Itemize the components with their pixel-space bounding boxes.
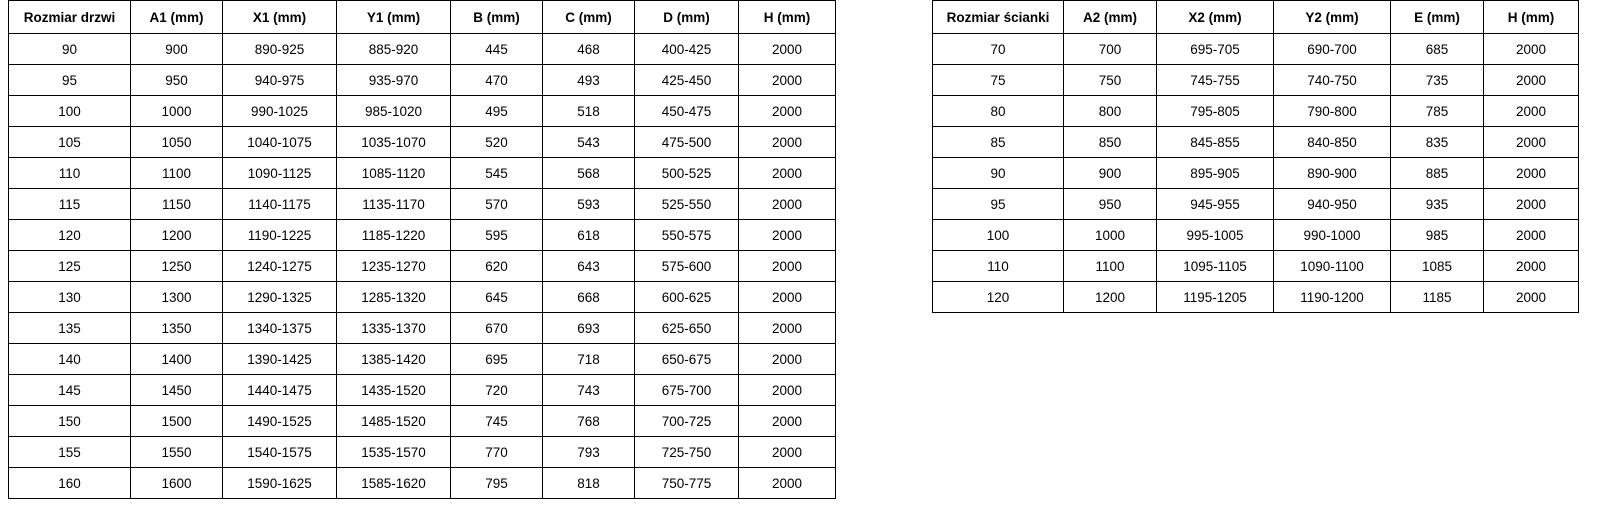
doors-table-cell: 520 (451, 127, 543, 158)
walls-table-cell: 1100 (1064, 251, 1157, 282)
doors-table-cell: 1500 (131, 406, 223, 437)
table-row (9, 220, 836, 251)
doors-table-cell: 2000 (739, 375, 836, 406)
walls-table-cell: 95 (933, 189, 1064, 220)
walls-table-cell: 75 (933, 65, 1064, 96)
walls-table-cell: 90 (933, 158, 1064, 189)
table-row (933, 65, 1579, 96)
doors-table-cell: 575-600 (635, 251, 739, 282)
doors-table-cell: 95 (9, 65, 131, 96)
doors-table-cell: 145 (9, 375, 131, 406)
walls-table-cell: 885 (1391, 158, 1484, 189)
walls-table-body (933, 34, 1579, 313)
walls-table-cell: 2000 (1484, 65, 1579, 96)
doors-table-column-header: X1 (mm) (223, 1, 337, 34)
doors-table-cell: 1035-1070 (337, 127, 451, 158)
doors-table-cell: 1250 (131, 251, 223, 282)
walls-table-cell: 850 (1064, 127, 1157, 158)
doors-table-cell: 1085-1120 (337, 158, 451, 189)
table-row (9, 375, 836, 406)
doors-table-cell: 543 (543, 127, 635, 158)
doors-table-cell: 2000 (739, 251, 836, 282)
doors-table-cell: 1385-1420 (337, 344, 451, 375)
walls-table-cell: 1195-1205 (1157, 282, 1274, 313)
doors-table-cell: 1135-1170 (337, 189, 451, 220)
walls-table-cell: 740-750 (1274, 65, 1391, 96)
walls-table-cell: 110 (933, 251, 1064, 282)
doors-table-cell: 1140-1175 (223, 189, 337, 220)
walls-table-cell: 2000 (1484, 189, 1579, 220)
doors-table-cell: 130 (9, 282, 131, 313)
table-header-row (933, 1, 1579, 34)
doors-table-cell: 2000 (739, 220, 836, 251)
doors-table-cell: 818 (543, 468, 635, 499)
doors-table-cell: 700-725 (635, 406, 739, 437)
doors-table-cell: 2000 (739, 468, 836, 499)
doors-table-cell: 935-970 (337, 65, 451, 96)
table-row (9, 251, 836, 282)
doors-table-cell: 155 (9, 437, 131, 468)
doors-table-cell: 745 (451, 406, 543, 437)
doors-table-cell: 470 (451, 65, 543, 96)
doors-table-cell: 400-425 (635, 34, 739, 65)
table-row (933, 189, 1579, 220)
doors-table-cell: 100 (9, 96, 131, 127)
doors-table-cell: 475-500 (635, 127, 739, 158)
doors-table-cell: 115 (9, 189, 131, 220)
walls-table-cell: 690-700 (1274, 34, 1391, 65)
walls-table-cell: 735 (1391, 65, 1484, 96)
walls-table-cell: 2000 (1484, 96, 1579, 127)
walls-table-cell: 2000 (1484, 127, 1579, 158)
doors-table-cell: 2000 (739, 437, 836, 468)
doors-table-cell: 1000 (131, 96, 223, 127)
walls-table-cell: 2000 (1484, 158, 1579, 189)
doors-table-cell: 1350 (131, 313, 223, 344)
doors-table-cell: 890-925 (223, 34, 337, 65)
walls-table-cell: 2000 (1484, 220, 1579, 251)
doors-table-cell: 625-650 (635, 313, 739, 344)
walls-dimensions-table-container (932, 0, 1579, 313)
doors-table-cell: 500-525 (635, 158, 739, 189)
walls-table-cell: 795-805 (1157, 96, 1274, 127)
doors-table-cell: 770 (451, 437, 543, 468)
doors-table-cell: 1435-1520 (337, 375, 451, 406)
doors-table-cell: 110 (9, 158, 131, 189)
doors-table-cell: 2000 (739, 127, 836, 158)
doors-table-cell: 160 (9, 468, 131, 499)
walls-table-cell: 800 (1064, 96, 1157, 127)
table-row (9, 344, 836, 375)
walls-table-column-header: A2 (mm) (1064, 1, 1157, 34)
walls-table-cell: 945-955 (1157, 189, 1274, 220)
doors-table-cell: 1100 (131, 158, 223, 189)
doors-table-cell: 1150 (131, 189, 223, 220)
doors-table-cell: 985-1020 (337, 96, 451, 127)
doors-table-cell: 668 (543, 282, 635, 313)
walls-table-column-header: Rozmiar ścianki (933, 1, 1064, 34)
table-row (9, 34, 836, 65)
walls-table-cell: 845-855 (1157, 127, 1274, 158)
doors-table-column-header: Y1 (mm) (337, 1, 451, 34)
walls-table-cell: 1085 (1391, 251, 1484, 282)
doors-table-cell: 1335-1370 (337, 313, 451, 344)
doors-table-cell: 2000 (739, 344, 836, 375)
table-row (933, 220, 1579, 251)
doors-table-column-header: D (mm) (635, 1, 739, 34)
walls-table-cell: 80 (933, 96, 1064, 127)
walls-table-cell: 835 (1391, 127, 1484, 158)
doors-table-cell: 2000 (739, 158, 836, 189)
doors-table-cell: 105 (9, 127, 131, 158)
doors-table-cell: 2000 (739, 189, 836, 220)
doors-table-cell: 570 (451, 189, 543, 220)
doors-dimensions-table (8, 0, 836, 499)
walls-table-column-header: X2 (mm) (1157, 1, 1274, 34)
table-row (933, 282, 1579, 313)
doors-table-cell: 718 (543, 344, 635, 375)
doors-table-cell: 600-625 (635, 282, 739, 313)
table-row (9, 65, 836, 96)
doors-table-cell: 2000 (739, 313, 836, 344)
doors-table-cell: 645 (451, 282, 543, 313)
doors-table-cell: 90 (9, 34, 131, 65)
table-row (9, 468, 836, 499)
doors-table-cell: 445 (451, 34, 543, 65)
doors-table-column-header: A1 (mm) (131, 1, 223, 34)
table-row (933, 251, 1579, 282)
walls-table-cell: 1090-1100 (1274, 251, 1391, 282)
doors-dimensions-table-container (8, 0, 836, 499)
table-row (9, 96, 836, 127)
doors-table-cell: 725-750 (635, 437, 739, 468)
doors-table-cell: 125 (9, 251, 131, 282)
doors-table-cell: 1600 (131, 468, 223, 499)
table-row (9, 282, 836, 313)
doors-table-cell: 1200 (131, 220, 223, 251)
doors-table-cell: 950 (131, 65, 223, 96)
walls-table-cell: 70 (933, 34, 1064, 65)
doors-table-body (9, 34, 836, 499)
doors-table-cell: 720 (451, 375, 543, 406)
walls-table-cell: 995-1005 (1157, 220, 1274, 251)
doors-table-cell: 693 (543, 313, 635, 344)
walls-table-cell: 120 (933, 282, 1064, 313)
doors-table-cell: 2000 (739, 34, 836, 65)
doors-table-cell: 750-775 (635, 468, 739, 499)
doors-table-cell: 2000 (739, 282, 836, 313)
doors-table-cell: 1535-1570 (337, 437, 451, 468)
doors-table-cell: 1090-1125 (223, 158, 337, 189)
doors-table-cell: 150 (9, 406, 131, 437)
doors-table-cell: 2000 (739, 406, 836, 437)
table-row (9, 158, 836, 189)
doors-table-cell: 675-700 (635, 375, 739, 406)
doors-table-cell: 1285-1320 (337, 282, 451, 313)
walls-table-head (933, 1, 1579, 34)
doors-table-column-header: Rozmiar drzwi (9, 1, 131, 34)
doors-table-cell: 1040-1075 (223, 127, 337, 158)
doors-table-cell: 650-675 (635, 344, 739, 375)
doors-table-column-header: B (mm) (451, 1, 543, 34)
doors-table-cell: 2000 (739, 65, 836, 96)
walls-table-cell: 1190-1200 (1274, 282, 1391, 313)
table-row (9, 127, 836, 158)
table-row (933, 127, 1579, 158)
table-row (9, 406, 836, 437)
walls-table-cell: 2000 (1484, 34, 1579, 65)
table-row (933, 34, 1579, 65)
doors-table-cell: 670 (451, 313, 543, 344)
doors-table-cell: 990-1025 (223, 96, 337, 127)
table-row (9, 313, 836, 344)
doors-table-cell: 1400 (131, 344, 223, 375)
doors-table-cell: 1485-1520 (337, 406, 451, 437)
table-row (9, 189, 836, 220)
doors-table-cell: 768 (543, 406, 635, 437)
doors-table-cell: 568 (543, 158, 635, 189)
doors-table-cell: 1450 (131, 375, 223, 406)
walls-table-cell: 85 (933, 127, 1064, 158)
doors-table-cell: 450-475 (635, 96, 739, 127)
doors-table-column-header: H (mm) (739, 1, 836, 34)
doors-table-cell: 695 (451, 344, 543, 375)
doors-table-cell: 1590-1625 (223, 468, 337, 499)
walls-table-cell: 840-850 (1274, 127, 1391, 158)
walls-table-cell: 890-900 (1274, 158, 1391, 189)
doors-table-cell: 495 (451, 96, 543, 127)
doors-table-cell: 120 (9, 220, 131, 251)
walls-table-cell: 785 (1391, 96, 1484, 127)
walls-table-cell: 1185 (1391, 282, 1484, 313)
walls-table-cell: 985 (1391, 220, 1484, 251)
doors-table-cell: 743 (543, 375, 635, 406)
table-row (933, 158, 1579, 189)
doors-table-cell: 135 (9, 313, 131, 344)
doors-table-cell: 795 (451, 468, 543, 499)
doors-table-cell: 1390-1425 (223, 344, 337, 375)
doors-table-cell: 595 (451, 220, 543, 251)
walls-table-cell: 895-905 (1157, 158, 1274, 189)
doors-table-cell: 550-575 (635, 220, 739, 251)
doors-table-head (9, 1, 836, 34)
doors-table-cell: 940-975 (223, 65, 337, 96)
doors-table-cell: 593 (543, 189, 635, 220)
walls-table-cell: 2000 (1484, 282, 1579, 313)
doors-table-cell: 1340-1375 (223, 313, 337, 344)
walls-table-cell: 695-705 (1157, 34, 1274, 65)
doors-table-cell: 545 (451, 158, 543, 189)
walls-table-cell: 685 (1391, 34, 1484, 65)
doors-table-cell: 900 (131, 34, 223, 65)
doors-table-cell: 1300 (131, 282, 223, 313)
doors-table-cell: 1185-1220 (337, 220, 451, 251)
walls-table-column-header: H (mm) (1484, 1, 1579, 34)
walls-table-cell: 1000 (1064, 220, 1157, 251)
doors-table-cell: 493 (543, 65, 635, 96)
doors-table-cell: 518 (543, 96, 635, 127)
walls-table-cell: 745-755 (1157, 65, 1274, 96)
doors-table-cell: 1240-1275 (223, 251, 337, 282)
doors-table-cell: 1190-1225 (223, 220, 337, 251)
doors-table-cell: 618 (543, 220, 635, 251)
doors-table-cell: 1290-1325 (223, 282, 337, 313)
doors-table-cell: 1440-1475 (223, 375, 337, 406)
doors-table-cell: 425-450 (635, 65, 739, 96)
doors-table-cell: 620 (451, 251, 543, 282)
doors-table-cell: 525-550 (635, 189, 739, 220)
walls-table-cell: 790-800 (1274, 96, 1391, 127)
walls-table-cell: 2000 (1484, 251, 1579, 282)
walls-table-cell: 900 (1064, 158, 1157, 189)
table-header-row (9, 1, 836, 34)
walls-table-cell: 1200 (1064, 282, 1157, 313)
table-row (9, 437, 836, 468)
doors-table-cell: 643 (543, 251, 635, 282)
doors-table-cell: 140 (9, 344, 131, 375)
doors-table-cell: 793 (543, 437, 635, 468)
walls-table-cell: 940-950 (1274, 189, 1391, 220)
table-row (933, 96, 1579, 127)
walls-table-cell: 950 (1064, 189, 1157, 220)
doors-table-cell: 468 (543, 34, 635, 65)
doors-table-cell: 2000 (739, 96, 836, 127)
doors-table-cell: 1540-1575 (223, 437, 337, 468)
doors-table-column-header: C (mm) (543, 1, 635, 34)
doors-table-cell: 1235-1270 (337, 251, 451, 282)
walls-table-column-header: Y2 (mm) (1274, 1, 1391, 34)
walls-dimensions-table (932, 0, 1579, 313)
doors-table-cell: 1050 (131, 127, 223, 158)
doors-table-cell: 885-920 (337, 34, 451, 65)
doors-table-cell: 1550 (131, 437, 223, 468)
doors-table-cell: 1490-1525 (223, 406, 337, 437)
walls-table-cell: 1095-1105 (1157, 251, 1274, 282)
walls-table-cell: 100 (933, 220, 1064, 251)
walls-table-cell: 935 (1391, 189, 1484, 220)
doors-table-cell: 1585-1620 (337, 468, 451, 499)
walls-table-column-header: E (mm) (1391, 1, 1484, 34)
walls-table-cell: 750 (1064, 65, 1157, 96)
walls-table-cell: 990-1000 (1274, 220, 1391, 251)
walls-table-cell: 700 (1064, 34, 1157, 65)
